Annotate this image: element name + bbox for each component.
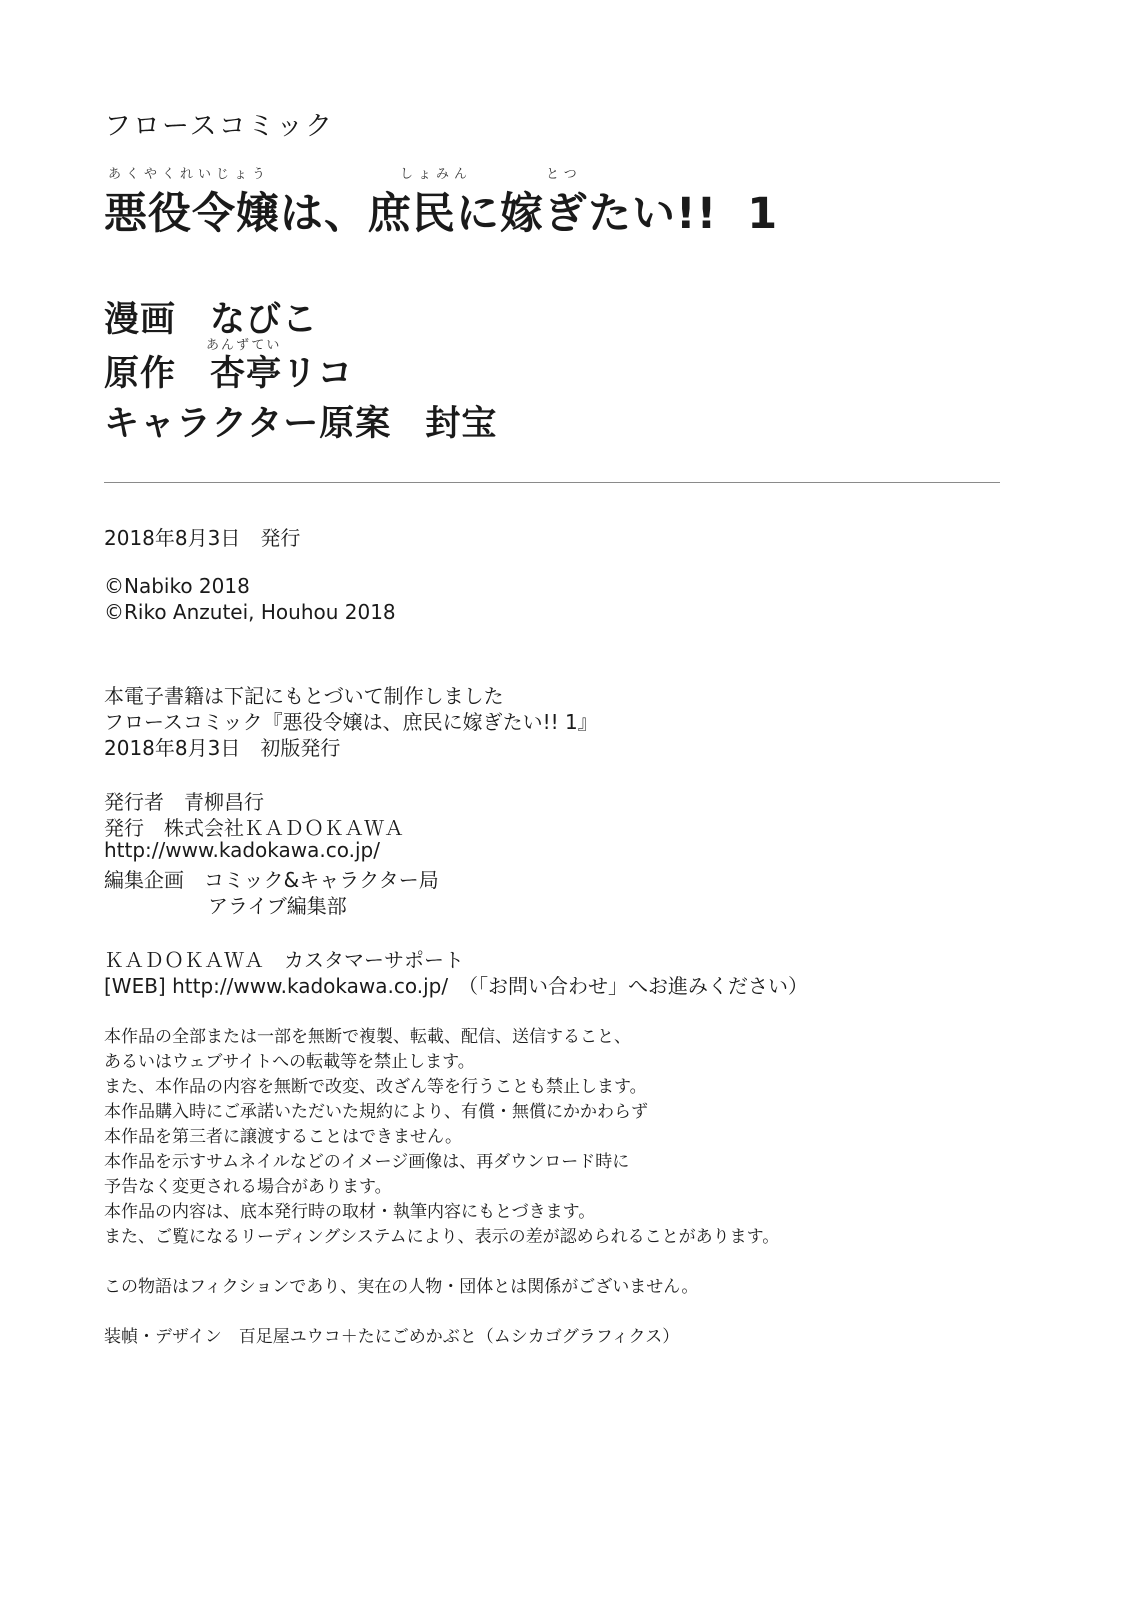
ebook-note-1: 本電子書籍は下記にもとづいて制作しました [104,684,504,708]
credit-name: 杏亭リコ [210,354,354,394]
publisher-url[interactable]: http://www.kadokawa.co.jp/ [104,838,380,862]
notice-line: あるいはウェブサイトへの転載等を禁止します。 [104,1052,475,1072]
design-credit: 装幀・デザイン 百足屋ユウコ＋たにごめかぶと（ムシカゴグラフィクス） [104,1327,680,1347]
ebook-note-3: 2018年8月3日 初版発行 [104,736,341,760]
ebook-note-2: フロースコミック『悪役令嬢は、庶民に嫁ぎたい!! 1』 [104,710,598,734]
editorial-dept: 編集企画 コミック&キャラクター局 [104,868,439,892]
editorial-team [104,890,347,919]
title-ruby-3: とつ [546,167,582,182]
credit-name: なびこ [210,300,319,340]
copyright-2: ©Riko Anzutei, Houhou 2018 [104,600,396,624]
notice-line: 本作品の内容は、底本発行時の取材・執筆内容にもとづきます。 [104,1202,596,1222]
publisher-person: 発行者 青柳昌行 [104,790,264,814]
credit-role: キャラクター原案 [104,404,392,444]
notice-line: 本作品の全部または一部を無断で複製、転載、配信、送信すること、 [104,1027,631,1047]
credit-name: 封宝 [425,404,498,444]
support-web[interactable]: [WEB] http://www.kadokawa.co.jp/ （「お問い合わせ」へお進みください） [104,974,809,998]
copyright-1: ©Nabiko 2018 [104,574,250,598]
notice-line: 予告なく変更される場合があります。 [104,1177,392,1197]
book-title-text: 悪役令嬢は、庶民に嫁ぎたい!! [104,189,718,239]
notice-line: また、ご覧になるリーディングシステムにより、表示の差が認められることがあります。 [104,1227,780,1247]
notice-line: また、本作品の内容を無断で改変、改ざん等を行うことも禁止します。 [104,1077,647,1097]
author-ruby: あんずてい [206,338,282,353]
fiction-note: この物語はフィクションであり、実在の人物・団体とは関係がございません。 [104,1277,699,1297]
volume-number: 1 [747,189,779,239]
credit-author [104,346,353,396]
title-ruby-1: あくやくれいじょう [108,167,271,182]
credit-role: 漫画 [104,300,177,340]
title-ruby-2: しょみん [400,167,473,182]
credit-role: 原作 [104,354,177,394]
notice-line: 本作品を第三者に譲渡することはできません。 [104,1127,463,1147]
series-name: フロースコミック [104,111,335,142]
publisher-company: 発行 株式会社ＫＡＤＯＫＡＷＡ [104,816,404,840]
editorial-team-label: アライブ編集部 [208,894,347,918]
notice-line: 本作品購入時にご承諾いただいた規約により、有償・無償にかかわらず [104,1102,648,1122]
publication-date: 2018年8月3日 発行 [104,526,301,550]
divider [104,482,1000,483]
credit-character [104,396,497,446]
support-title: ＫＡＤＯＫＡＷＡ カスタマーサポート [104,948,464,972]
notice-line: 本作品を示すサムネイルなどのイメージ画像は、再ダウンロード時に [104,1152,630,1172]
book-title [104,180,778,241]
